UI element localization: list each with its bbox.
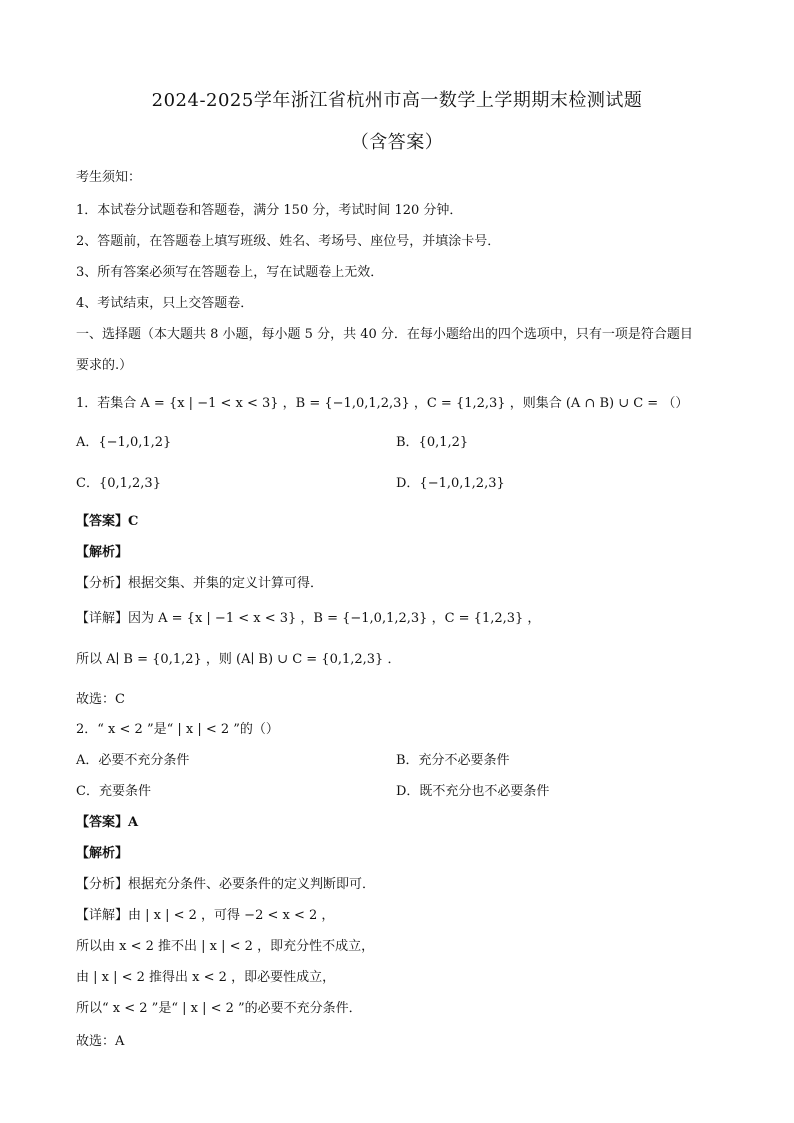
question-2-detail-line1: 【详解】由 | x | < 2 ，可得 −2 < x < 2 ，	[76, 908, 335, 923]
question-2-detail-line2: 所以由 x < 2 推不出 | x | < 2 ，即充分性不成立，	[76, 939, 375, 954]
question-2-analysis: 【分析】根据充分条件、必要条件的定义判断即可．	[76, 877, 376, 892]
section-heading-line2: 要求的.）	[76, 358, 133, 373]
notice-heading: 考生须知：	[76, 170, 142, 185]
question-2-option-c: C．充要条件	[76, 784, 151, 799]
question-1-detail-line2: 所以 A∣ B = {0,1,2} ，则 (A∣ B) ∪ C = {0,1,2,3} ．	[76, 652, 401, 667]
question-1-option-b: B．{0,1,2}	[396, 435, 469, 450]
document-title: 2024-2025学年浙江省杭州市高一数学上学期期末检测试题	[151, 90, 643, 111]
notice-item-1: 1．本试卷分试题卷和答题卷，满分 150 分，考试时间 120 分钟．	[76, 203, 463, 218]
question-1-choice: 故选：C	[76, 692, 125, 707]
question-2-option-d: D．既不充分也不必要条件	[396, 784, 550, 799]
document-subtitle: （含答案）	[350, 132, 444, 153]
question-2-option-b: B．充分不必要条件	[396, 753, 510, 768]
question-1-option-a: A．{−1,0,1,2}	[76, 435, 172, 450]
question-2-analysis-heading: 【解析】	[76, 846, 129, 861]
question-1-analysis-heading: 【解析】	[76, 545, 129, 560]
question-1-answer: 【答案】C	[76, 514, 139, 529]
question-1-stem: 1．若集合 A = {x | −1 < x < 3} ，B = {−1,0,1,2,3} ，C = {1,2,3} ，则集合 (A ∩ B) ∪ C = （）	[76, 396, 689, 411]
notice-item-2: 2、答题前，在答题卷上填写班级、姓名、考场号、座位号，并填涂卡号．	[76, 234, 501, 249]
question-2-answer: 【答案】A	[76, 815, 139, 830]
section-heading-line1: 一、选择题（本大题共 8 小题，每小题 5 分，共 40 分．在每小题给出的四个选项中，只有一项是符合题目	[76, 327, 693, 342]
question-2-detail-line3: 由 | x | < 2 推得出 x < 2 ，即必要性成立，	[76, 970, 336, 985]
question-2-option-a: A．必要不充分条件	[76, 753, 190, 768]
question-1-option-d: D．{−1,0,1,2,3}	[396, 476, 505, 491]
question-2-stem: 2．“ x < 2 ”是“ | x | < 2 ”的（）	[76, 722, 279, 737]
question-2-choice: 故选：A	[76, 1034, 125, 1049]
notice-item-3: 3、所有答案必须写在答题卷上，写在试题卷上无效．	[76, 265, 384, 280]
question-1-analysis: 【分析】根据交集、并集的定义计算可得．	[76, 576, 324, 591]
question-1-option-c: C．{0,1,2,3}	[76, 476, 161, 491]
question-1-detail-line1: 【详解】因为 A = {x | −1 < x < 3} ，B = {−1,0,1,2,3} ，C = {1,2,3} ，	[76, 611, 541, 626]
notice-item-4: 4、考试结束，只上交答题卷．	[76, 296, 254, 311]
question-2-detail-line4: 所以“ x < 2 ”是“ | x | < 2 ”的必要不充分条件．	[76, 1001, 362, 1016]
